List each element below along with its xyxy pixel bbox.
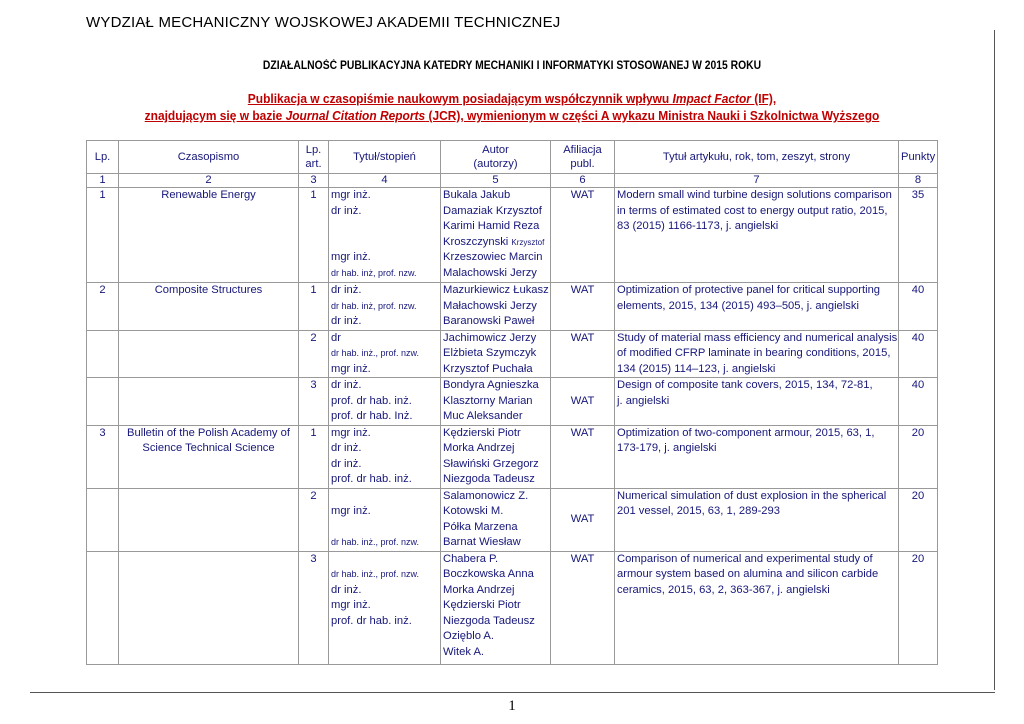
row-affiliation: WAT [551, 330, 615, 378]
row-authors-line: Niezgoda Tadeusz [443, 614, 535, 627]
row-authors-line: Salamonowicz Z. [443, 489, 529, 502]
subtitle-line-1: Publikacja w czasopiśmie naukowym posiadającym współczynnik wpływu Impact Factor (IF), [247, 91, 777, 106]
row-lp [87, 488, 119, 551]
header-lp-art: Lp. art. [299, 141, 329, 174]
row-degrees [329, 425, 441, 488]
row-authors-line: Kędzierski Piotr [443, 599, 521, 611]
row-article-line: in terms of estimated cost to energy output ratio, 2015, [617, 204, 888, 217]
row-article-line: elements, 2015, 134 (2015) 493–505, j. angielski [617, 299, 859, 312]
column-number: 5 [441, 174, 551, 188]
row-authors-line: Karimi Hamid Reza [443, 220, 540, 232]
row-points: 40 [899, 330, 938, 378]
table-row [87, 425, 938, 488]
row-authors-line: Ozięblo A. [443, 630, 494, 642]
row-authors-line: Elżbieta Szymczyk [443, 347, 537, 359]
row-article-line: armour system based on alumina and silicon carbide [617, 568, 879, 580]
row-degrees-line: prof. dr hab. inż. [331, 394, 412, 407]
row-authors-line: Chabera P. [443, 552, 499, 565]
document-title: DZIAŁALNOŚĆ PUBLIKACYJNA KATEDRY MECHANIKI I INFORMATYKI STOSOWANEJ W 2015 ROKU [262, 60, 762, 72]
row-article [615, 425, 899, 488]
subtitle-line-2: znajdującym się w bazie Journal Citation Reports (JCR), wymienionym w części A wykazu Ministra Nauki i Szkolnictwa Wyższego [144, 108, 880, 123]
page-number: 1 [508, 698, 516, 714]
row-article-line: Comparison of numerical and experimental study of [617, 552, 873, 565]
row-affiliation: WAT [551, 551, 615, 664]
row-journal: Bulletin of the Polish Academy of Science Technical Science [119, 425, 299, 488]
row-article-line: Optimization of two-component armour, 2015, 63, 1, [617, 426, 875, 439]
header-points: Punkty [899, 141, 938, 174]
row-lp: 3 [87, 425, 119, 488]
row-points: 20 [899, 488, 938, 551]
row-degrees-line: dr hab. inż., prof. nzw. [331, 569, 420, 579]
row-authors-line: Kotowski M. [443, 505, 504, 517]
row-article [615, 488, 899, 551]
row-degrees [329, 283, 441, 331]
row-authors [441, 488, 551, 551]
row-authors [441, 425, 551, 488]
row-lp [87, 378, 119, 426]
row-affiliation: WAT [551, 378, 615, 426]
row-degrees [329, 188, 441, 283]
row-degrees-line: dr inż. [331, 204, 362, 217]
row-degrees-line: dr inż. [331, 284, 362, 296]
row-degrees-line: dr inż. [331, 457, 362, 470]
row-affiliation: WAT [551, 188, 615, 283]
row-degrees [329, 330, 441, 378]
row-degrees-line: dr inż. [331, 315, 362, 327]
column-number-row [87, 174, 938, 188]
row-journal [119, 551, 299, 664]
faculty-header: WYDZIAŁ MECHANICZNY WOJSKOWEJ AKADEMII TECHNICZNEJ [86, 14, 561, 31]
row-authors-line: Boczkowska Anna [443, 568, 534, 580]
row-degrees-line: mgr inż. [331, 505, 371, 517]
row-article-number: 1 [299, 188, 329, 283]
row-journal: Composite Structures [119, 283, 299, 331]
row-authors-line: Damaziak Krzysztof [443, 204, 542, 217]
row-degrees-line: dr inż. [331, 583, 362, 596]
row-article-line: Modern small wind turbine design solutions comparison [617, 189, 892, 201]
table-row [87, 551, 938, 664]
row-authors-line: Krzeszowiec Marcin [443, 251, 543, 263]
row-degrees [329, 551, 441, 664]
row-points: 35 [899, 188, 938, 283]
row-article-number: 3 [299, 551, 329, 664]
row-article-number: 2 [299, 488, 329, 551]
column-number: 7 [615, 174, 899, 188]
row-authors-line: Jachimowicz Jerzy [443, 331, 537, 344]
row-degrees-line: dr hab. inż., prof. nzw. [331, 537, 420, 547]
row-article-number: 2 [299, 330, 329, 378]
row-article [615, 378, 899, 426]
row-journal [119, 488, 299, 551]
row-article-number: 1 [299, 425, 329, 488]
row-article-number: 3 [299, 378, 329, 426]
column-number: 4 [329, 174, 441, 188]
publications-table [86, 140, 938, 665]
row-affiliation: WAT [551, 488, 615, 551]
table-row [87, 330, 938, 378]
row-article [615, 330, 899, 378]
row-degrees-line [331, 235, 438, 251]
row-lp [87, 330, 119, 378]
row-authors-line: Kroszczynski Krzysztof [443, 235, 545, 248]
row-authors-line: Kędzierski Piotr [443, 426, 521, 439]
row-article-line: of modified CFRP laminate in bearing conditions, 2015, [617, 347, 891, 359]
row-degrees-line [331, 489, 438, 505]
row-lp: 1 [87, 188, 119, 283]
row-journal: Renewable Energy [119, 188, 299, 283]
table-row [87, 188, 938, 283]
row-degrees-line: dr hab. inż, prof. nzw. [331, 267, 417, 278]
row-authors-line: Małachowski Jerzy [443, 299, 537, 312]
row-degrees [329, 488, 441, 551]
table-row [87, 378, 938, 426]
row-points: 20 [899, 551, 938, 664]
row-affiliation: WAT [551, 425, 615, 488]
row-article-line: Study of material mass efficiency and numerical analysis [617, 331, 898, 344]
column-number: 6 [551, 174, 615, 188]
row-authors [441, 188, 551, 283]
row-degrees-line [331, 520, 438, 536]
bottom-margin-line [30, 692, 995, 693]
row-article-line: 173-179, j. angielski [617, 442, 717, 454]
row-degrees-line: dr hab. inż., prof. nzw. [331, 348, 420, 358]
row-authors-line: Muc Aleksander [443, 410, 523, 422]
row-authors [441, 330, 551, 378]
column-number: 2 [119, 174, 299, 188]
row-degrees-line [331, 219, 438, 235]
row-degrees-line: mgr inż. [331, 189, 371, 201]
row-article [615, 283, 899, 331]
row-degrees-line: dr hab. inż, prof. nzw. [331, 300, 417, 311]
table-row [87, 283, 938, 331]
row-points: 40 [899, 283, 938, 331]
row-article-line: Numerical simulation of dust explosion in the spherical [617, 489, 887, 502]
row-degrees-line: prof. dr hab. inż. [331, 614, 412, 627]
header-article: Tytuł artykułu, rok, tom, zeszyt, strony [615, 141, 899, 174]
header-authors: Autor (autorzy) [441, 141, 551, 174]
row-degrees-line: mgr inż. [331, 251, 371, 263]
row-article [615, 188, 899, 283]
row-degrees-line: prof. dr hab. Inż. [331, 410, 413, 422]
row-article-line: 201 vessel, 2015, 63, 1, 289-293 [617, 505, 780, 517]
row-article-number: 1 [299, 283, 329, 331]
row-journal [119, 378, 299, 426]
row-authors-line: Półka Marzena [443, 520, 518, 533]
row-degrees-line: mgr inż. [331, 599, 371, 611]
column-number: 3 [299, 174, 329, 188]
row-article-line: 134 (2015) 114–123, j. angielski [617, 362, 776, 375]
row-article [615, 551, 899, 664]
row-points: 40 [899, 378, 938, 426]
row-authors-line: Bondyra Agnieszka [443, 379, 539, 391]
column-number: 8 [899, 174, 938, 188]
header-lp: Lp. [87, 141, 119, 174]
row-affiliation: WAT [551, 283, 615, 331]
row-degrees-line: dr inż. [331, 442, 362, 454]
row-points: 20 [899, 425, 938, 488]
row-degrees-line: dr inż. [331, 379, 362, 391]
row-authors-line: Witek A. [443, 645, 485, 658]
row-authors [441, 378, 551, 426]
row-lp [87, 551, 119, 664]
row-authors-line: Malachowski Jerzy [443, 266, 537, 279]
right-margin-line [994, 30, 995, 690]
table-header-row [87, 141, 938, 174]
row-authors-line: Klasztorny Marian [443, 394, 533, 407]
row-journal [119, 330, 299, 378]
row-degrees-line: mgr inż. [331, 426, 371, 439]
row-authors [441, 283, 551, 331]
column-number: 1 [87, 174, 119, 188]
row-article-line: Optimization of protective panel for critical supporting [617, 284, 881, 296]
header-degree: Tytuł/stopień [329, 141, 441, 174]
row-article-line: Design of composite tank covers, 2015, 134, 72-81, [617, 379, 873, 391]
row-degrees-line: dr [331, 331, 341, 344]
row-degrees-line: prof. dr hab. inż. [331, 473, 412, 485]
row-degrees-line [331, 552, 438, 568]
row-article-line: ceramics, 2015, 63, 2, 363-367, j. angielski [617, 583, 830, 596]
row-authors-line: Bukala Jakub [443, 189, 511, 201]
row-authors-line: Morka Andrzej [443, 583, 515, 596]
row-article-line: 83 (2015) 1166-1173, j. angielski [617, 220, 779, 232]
table-row [87, 488, 938, 551]
row-authors-line: Barnat Wiesław [443, 536, 521, 548]
header-affiliation: Afiliacja publ. [551, 141, 615, 174]
row-authors-line: Morka Andrzej [443, 442, 515, 454]
row-authors [441, 551, 551, 664]
row-article-line: j. angielski [617, 394, 670, 407]
row-degrees-line: mgr inż. [331, 362, 371, 375]
row-lp: 2 [87, 283, 119, 331]
row-degrees [329, 378, 441, 426]
row-authors-line: Sławiński Grzegorz [443, 457, 539, 470]
row-authors-line: Krzysztof Puchała [443, 362, 533, 375]
row-authors-line: Baranowski Paweł [443, 315, 535, 327]
row-authors-line: Niezgoda Tadeusz [443, 473, 535, 485]
row-authors-line: Mazurkiewicz Łukasz [443, 284, 549, 296]
header-journal: Czasopismo [119, 141, 299, 174]
